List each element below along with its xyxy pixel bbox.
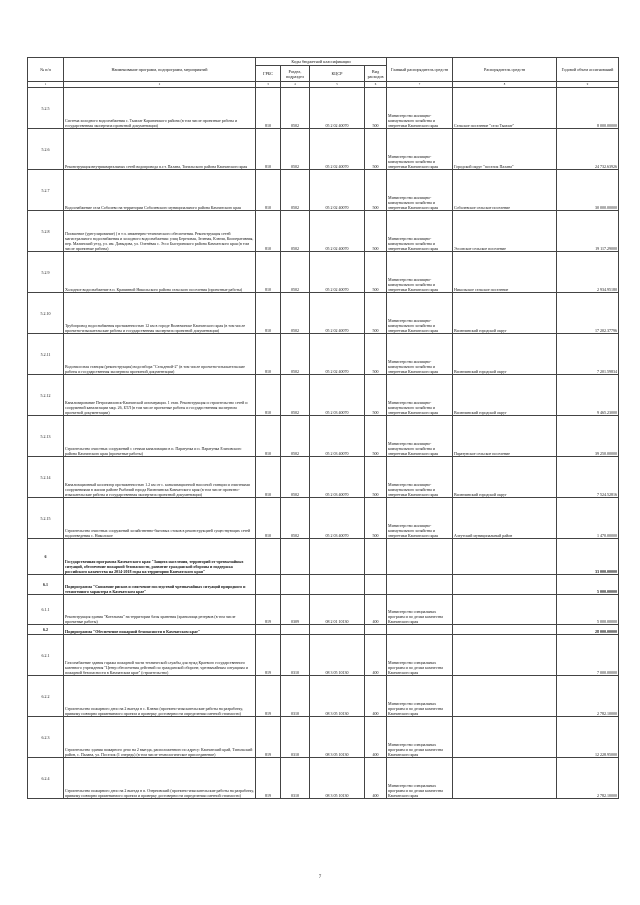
row-vr: 400	[365, 595, 387, 625]
row-ksr: 05 2 03 40070	[310, 416, 365, 457]
row-manager: Министерство специальных программ и по делам казачества Камчатского края	[387, 717, 453, 758]
row-grbs: 810	[256, 252, 281, 293]
row-recipient	[453, 575, 557, 595]
row-manager: Министерство специальных программ и по делам казачества Камчатского края	[387, 758, 453, 799]
row-grbs	[256, 539, 281, 575]
row-razdel: 0502	[281, 170, 310, 211]
row-manager: Министерство жилищно-коммунального хозяйства и энергетики Камчатского края	[387, 375, 453, 416]
row-name: Реконструкция внутриквартальных сетей водопровода п.г.т. Палана, Тигильского района Камчатского края	[64, 129, 256, 170]
row-manager: Министерство жилищно-коммунального хозяйства и энергетики Камчатского края	[387, 211, 453, 252]
row-number: 6.2	[28, 625, 64, 635]
row-total: 7 201.59834	[557, 334, 619, 375]
row-razdel: 0502	[281, 252, 310, 293]
row-manager: Министерство жилищно-коммунального хозяйства и энергетики Камчатского края	[387, 129, 453, 170]
row-ksr: 05 2 03 40070	[310, 457, 365, 498]
row-manager: Министерство специальных программ и по делам казачества Камчатского края	[387, 595, 453, 625]
row-name: Водонасосная станция (реконструкция) водозабора "Сельдевой-2" (в том числе проектно-изыскательские работы и государственная экспертиза проектной документации)	[64, 334, 256, 375]
row-ksr: 05 2 03 40070	[310, 498, 365, 539]
row-recipient	[453, 758, 557, 799]
row-ksr: 05 2 02 40070	[310, 129, 365, 170]
row-vr	[365, 539, 387, 575]
row-name: Реконструкция здания "Котельная" на территории базы хранения (хранилища резервов (в том числе проектные работы)	[64, 595, 256, 625]
row-name: Строительство пожарного депо на 2 выезда в п. Озерновский (проектно-изыскательские работы на разработку, привязку повторно применяемого проекта и проверку достоверности определения сметной стоимости)	[64, 758, 256, 799]
col-header-vr: Вид расходов	[365, 66, 387, 82]
row-ksr: 08 2 01 10130	[310, 595, 365, 625]
row-recipient: Никольское сельское поселение	[453, 252, 557, 293]
row-razdel: 0310	[281, 758, 310, 799]
row-name: Подпрограмма "Снижение рисков и смягчение последствий чрезвычайных ситуаций природного и техногенного характера в Камчатском крае"	[64, 575, 256, 595]
row-ksr: 08 3 05 10130	[310, 676, 365, 717]
row-razdel: 0502	[281, 334, 310, 375]
row-manager: Министерство жилищно-коммунального хозяйства и энергетики Камчатского края	[387, 498, 453, 539]
row-name: Погашение (урегулирование) ( в т.ч. инженерно-технического обеспечения. Реконструкция сетей магистрального водоснабжения и холодного водоснабжения: улиц Березовая, Зеленая, Ключи, Кооперативная, пер. Малинский уезд, ул. им. Давыдова, ул. Оленёвая с. Эссо Быстринского района Камчатского края (в том числе проектные работы)	[64, 211, 256, 252]
row-recipient: Вилючинский городской округ	[453, 375, 557, 416]
row-recipient	[453, 717, 557, 758]
row-recipient	[453, 595, 557, 625]
row-recipient: Вилючинский городской округ	[453, 457, 557, 498]
row-recipient: Вилючинский городской округ	[453, 293, 557, 334]
row-grbs: 810	[256, 416, 281, 457]
row-recipient: Паратунское сельское поселение	[453, 416, 557, 457]
row-number: 6.2.4	[28, 758, 64, 799]
row-total: 28 000.00000	[557, 625, 619, 635]
table-row	[28, 498, 619, 539]
row-total: 8 000.00000	[557, 88, 619, 129]
row-vr: 500	[365, 170, 387, 211]
row-recipient: Сельское поселение "село Тымлат"	[453, 88, 557, 129]
row-total: 1 470.00000	[557, 498, 619, 539]
row-razdel: 0310	[281, 635, 310, 676]
index-cell: 7	[387, 82, 453, 88]
row-ksr	[310, 575, 365, 595]
row-ksr: 05 2 02 40070	[310, 88, 365, 129]
row-vr: 400	[365, 758, 387, 799]
row-grbs: 819	[256, 717, 281, 758]
row-name: Канализирование Петропавловск-Камчатской агломерации. 1 этап. Реконструкция и строительство сетей и сооружений канализации мкр. 26, БТЛ (в том числе проектные работы и государственная экспертиза проектной документации)	[64, 375, 256, 416]
col-header-manager: Главный распорядитель средств	[387, 58, 453, 82]
index-cell: 9	[557, 82, 619, 88]
row-number: 6.2.2	[28, 676, 64, 717]
row-total: 9 465.23000	[557, 375, 619, 416]
table-row	[28, 375, 619, 416]
row-vr: 500	[365, 211, 387, 252]
row-grbs: 810	[256, 211, 281, 252]
row-recipient: Городской округ "поселок Палана"	[453, 129, 557, 170]
row-number: 5.2.11	[28, 334, 64, 375]
table-row	[28, 575, 619, 595]
row-grbs: 819	[256, 676, 281, 717]
row-name: Трубопровод водоснабжения протяженностью 12 км в городе Вилючинске Камчатского края (в том числе проектно-изыскательские работы и государственная экспертиза проектной документации)	[64, 293, 256, 334]
row-grbs: 810	[256, 334, 281, 375]
row-vr: 500	[365, 129, 387, 170]
row-manager: Министерство жилищно-коммунального хозяйства и энергетики Камчатского края	[387, 252, 453, 293]
row-number: 5.2.12	[28, 375, 64, 416]
row-total: 17 202.37796	[557, 293, 619, 334]
row-razdel: 0502	[281, 375, 310, 416]
col-header-grbs: ГРБС	[256, 66, 281, 82]
row-number: 6.2.1	[28, 635, 64, 676]
row-total: 39 250.00000	[557, 416, 619, 457]
table-row	[28, 293, 619, 334]
row-vr: 400	[365, 717, 387, 758]
row-vr: 400	[365, 635, 387, 676]
row-grbs: 819	[256, 758, 281, 799]
row-ksr: 05 2 02 40070	[310, 170, 365, 211]
row-ksr	[310, 539, 365, 575]
table-row	[28, 457, 619, 498]
table-row	[28, 717, 619, 758]
row-total: 5 000.00000	[557, 595, 619, 625]
row-number: 5.2.5	[28, 88, 64, 129]
row-ksr: 08 3 05 10130	[310, 758, 365, 799]
row-manager: Министерство жилищно-коммунального хозяйства и энергетики Камчатского края	[387, 170, 453, 211]
row-razdel: 0310	[281, 717, 310, 758]
row-recipient	[453, 676, 557, 717]
row-name: Строительство очистных сооружений хозяйственно-бытовых стоков в реконструкцией существующих сетей водоотведения с. Николское	[64, 498, 256, 539]
col-header-codes-group: Коды бюджетной классификации	[256, 58, 387, 66]
row-recipient	[453, 635, 557, 676]
row-razdel: 0502	[281, 211, 310, 252]
row-grbs	[256, 625, 281, 635]
row-number: 5.2.15	[28, 498, 64, 539]
col-header-recipient: Распорядитель средств	[453, 58, 557, 82]
budget-table-sheet	[27, 57, 618, 799]
row-name: Система холодного водоснабжения с. Тымлат Карагинского района (в том числе проектные работы и государственная экспертиза проектной документации)	[64, 88, 256, 129]
row-number: 5.2.13	[28, 416, 64, 457]
row-razdel: 0309	[281, 595, 310, 625]
row-manager: Министерство жилищно-коммунального хозяйства и энергетики Камчатского края	[387, 334, 453, 375]
table-row	[28, 88, 619, 129]
row-recipient	[453, 539, 557, 575]
row-razdel	[281, 625, 310, 635]
table-row	[28, 416, 619, 457]
row-recipient: Вилючинский городской округ	[453, 334, 557, 375]
col-header-ksr: КЦСР	[310, 66, 365, 82]
row-vr: 500	[365, 88, 387, 129]
table-body	[28, 88, 619, 799]
row-razdel: 0502	[281, 498, 310, 539]
col-header-num: № п/п	[28, 58, 64, 82]
col-header-razdel: Раздел, подраздел	[281, 66, 310, 82]
row-number: 5.2.7	[28, 170, 64, 211]
row-grbs: 810	[256, 129, 281, 170]
table-row	[28, 129, 619, 170]
index-cell: 3	[256, 82, 281, 88]
budget-table	[27, 57, 619, 799]
row-manager: Министерство жилищно-коммунального хозяйства и энергетики Камчатского края	[387, 416, 453, 457]
row-total: 2 934.95180	[557, 252, 619, 293]
row-manager	[387, 625, 453, 635]
row-grbs: 810	[256, 375, 281, 416]
row-razdel: 0502	[281, 129, 310, 170]
row-name: Холодное водоснабжение в п. Крапивной Никольского района сельского поселения (проектные работы)	[64, 252, 256, 293]
row-name: Государственная программа Камчатского края "Защита населения, территорий от чрезвычайных ситуаций, обеспечение пожарной безопасности, развитие гражданской обороны и поддержка российского казачества на 2014-2018 годы на территории Камчатского края"	[64, 539, 256, 575]
row-name: Канализационный коллектор протяженностью 1.2 км от с. канализационной насосной станции и очистными сооружениями в жилом районе Рыбачий города Вилючинска Камчатского края (в том числе проектно-изыскательские работы и государственная экспертиза проектной документации)	[64, 457, 256, 498]
row-ksr: 05 2 02 40070	[310, 334, 365, 375]
row-number: 6.2.3	[28, 717, 64, 758]
row-number: 6	[28, 539, 64, 575]
row-razdel: 0310	[281, 676, 310, 717]
row-grbs: 810	[256, 293, 281, 334]
row-vr	[365, 625, 387, 635]
index-cell: 6	[365, 82, 387, 88]
row-vr: 500	[365, 252, 387, 293]
row-ksr	[310, 625, 365, 635]
row-total: 2 782.10000	[557, 676, 619, 717]
table-row	[28, 595, 619, 625]
table-row	[28, 676, 619, 717]
row-name: Подпрограмма "Обеспечение пожарной безопасности в Камчатском крае"	[64, 625, 256, 635]
row-total: 24 732.63926	[557, 129, 619, 170]
row-number: 5.2.10	[28, 293, 64, 334]
row-vr: 500	[365, 293, 387, 334]
row-total: 30 000.00000	[557, 170, 619, 211]
page-number: 7	[318, 875, 322, 880]
table-row	[28, 625, 619, 635]
row-ksr: 05 2 02 40070	[310, 252, 365, 293]
row-name: Водоснабжение села Соболево на территории Соболевского муниципального района Камчатского края	[64, 170, 256, 211]
row-grbs: 819	[256, 595, 281, 625]
row-razdel: 0502	[281, 88, 310, 129]
row-number: 6.1.1	[28, 595, 64, 625]
row-number: 5.2.14	[28, 457, 64, 498]
row-total: 33 000.00000	[557, 539, 619, 575]
index-cell: 4	[281, 82, 310, 88]
row-recipient	[453, 625, 557, 635]
row-total: 5 000.00000	[557, 575, 619, 595]
row-manager	[387, 575, 453, 595]
row-vr: 500	[365, 457, 387, 498]
row-grbs: 810	[256, 498, 281, 539]
row-number: 5.2.9	[28, 252, 64, 293]
row-vr	[365, 575, 387, 595]
index-cell: 2	[64, 82, 256, 88]
table-row	[28, 252, 619, 293]
row-total: 7 524.52816	[557, 457, 619, 498]
row-razdel	[281, 539, 310, 575]
row-ksr: 08 3 05 10130	[310, 635, 365, 676]
row-vr: 400	[365, 676, 387, 717]
table-row	[28, 635, 619, 676]
row-razdel	[281, 575, 310, 595]
col-header-total: Годовой объем ассигнований	[557, 58, 619, 82]
row-number: 6.1	[28, 575, 64, 595]
row-total: 12 228.95000	[557, 717, 619, 758]
row-number: 5.2.8	[28, 211, 64, 252]
row-manager: Министерство жилищно-коммунального хозяйства и энергетики Камчатского края	[387, 293, 453, 334]
row-ksr: 05 2 03 40070	[310, 375, 365, 416]
row-razdel: 0502	[281, 457, 310, 498]
table-row	[28, 758, 619, 799]
col-header-name: Наименование программ, подпрограмм, мероприятий	[64, 58, 256, 82]
row-name: Строительство очистных сооружений с сетями канализации в п. Паратунка и п. Паратунка Елизовского района Камчатского края (проектные работы)	[64, 416, 256, 457]
row-vr: 500	[365, 334, 387, 375]
row-manager: Министерство специальных программ и по делам казачества Камчатского края	[387, 676, 453, 717]
row-total: 2 782.10000	[557, 758, 619, 799]
row-grbs	[256, 575, 281, 595]
table-row	[28, 170, 619, 211]
table-row	[28, 539, 619, 575]
row-ksr: 05 2 02 40070	[310, 211, 365, 252]
row-razdel: 0502	[281, 416, 310, 457]
row-grbs: 819	[256, 635, 281, 676]
row-recipient: Эссовское сельское поселение	[453, 211, 557, 252]
index-cell: 1	[28, 82, 64, 88]
row-grbs: 810	[256, 88, 281, 129]
index-cell: 8	[453, 82, 557, 88]
row-manager: Министерство жилищно-коммунального хозяйства и энергетики Камчатского края	[387, 88, 453, 129]
table-row	[28, 334, 619, 375]
row-manager	[387, 539, 453, 575]
row-name: Строительство пожарного депо на 2 выезда в с. Ключи (проектно-изыскательские работы на разработку, привязку повторно применяемого проекта и проверку достоверности определения сметной стоимости)	[64, 676, 256, 717]
row-vr: 500	[365, 498, 387, 539]
row-razdel: 0502	[281, 293, 310, 334]
row-grbs: 810	[256, 170, 281, 211]
row-number: 5.2.6	[28, 129, 64, 170]
row-manager: Министерство специальных программ и по делам казачества Камчатского края	[387, 635, 453, 676]
index-cell: 5	[310, 82, 365, 88]
table-row	[28, 211, 619, 252]
row-recipient: Соболевское сельское поселение	[453, 170, 557, 211]
row-recipient: Алеутский муниципальный район	[453, 498, 557, 539]
row-ksr: 05 2 02 40070	[310, 293, 365, 334]
row-vr: 500	[365, 416, 387, 457]
row-ksr: 08 3 05 10130	[310, 717, 365, 758]
row-vr: 500	[365, 375, 387, 416]
row-grbs: 810	[256, 457, 281, 498]
row-total: 7 000.00000	[557, 635, 619, 676]
row-manager: Министерство жилищно-коммунального хозяйства и энергетики Камчатского края	[387, 457, 453, 498]
row-name: Строительство здания пожарного депо на 2 выезда, расположенного по адресу: Камчатский край, Тигильский район, с. Палана, ул. Поселок (1 очередь) (в том числе технологическое присоединение)	[64, 717, 256, 758]
row-total: 19 117.29000	[557, 211, 619, 252]
row-name: Газоснабжение здания гаража пожарной части технической службы для нужд Краевого государственного казенного учреждения "Центр обеспечения действий по гражданской обороне, чрезвычайным ситуациям и пожарной безопасности в Камчатском крае" (строительство)	[64, 635, 256, 676]
